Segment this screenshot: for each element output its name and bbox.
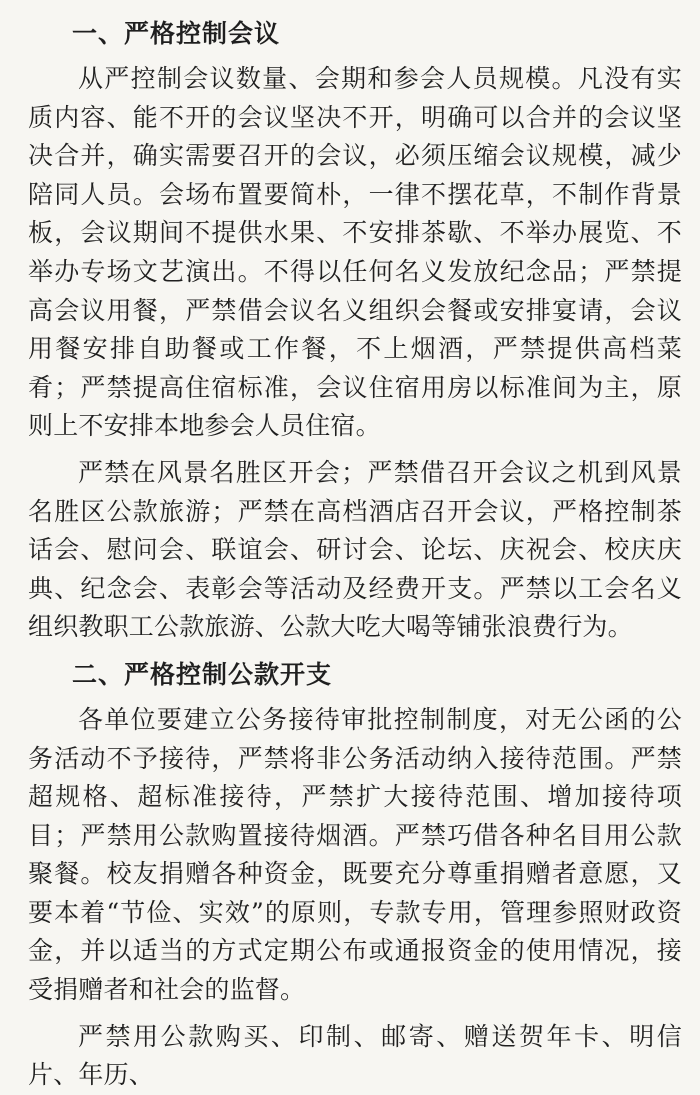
paragraph: 严禁用公款购买、印制、邮寄、赠送贺年卡、明信片、年历、 xyxy=(28,1021,682,1090)
section-heading: 一、严格控制会议 xyxy=(72,19,281,48)
paragraph: 严禁在风景名胜区开会；严禁借召开会议之机到风景名胜区公款旅游；严禁在高档酒店召开会议，严格控制茶话会、慰问会、联谊会、研讨会、论坛、庆祝会、校庆庆典、纪念会、表彰会等活动及经费开支。严禁以工会名义组织教职工公款旅游、公款大吃大喝等铺张浪费行为。 xyxy=(28,457,682,642)
section-heading: 二、严格控制公款开支 xyxy=(72,659,333,689)
paragraph: 从严控制会议数量、会期和参会人员规模。凡没有实质内容、能不开的会议坚决不开，明确可以合并的会议坚决合并，确实需要召开的会议，必须压缩会议规模，减少陪同人员。会场布置要简朴，一律不摆花草，不制作背景板，会议期间不提供水果、不安排茶歇、不举办展览、不举办专场文艺演出。不得以任何名义发放纪念品；严禁提高会议用餐，严禁借会议名义组织会餐或安排宴请，会议用餐安排自助餐或工作餐，不上烟酒，严禁提供高档菜肴；严禁提高住宿标准，会议住宿用房以标准间为主，原则上不安排本地参会人员住宿。 xyxy=(28,64,682,441)
paragraph: 各单位要建立公务接待审批控制制度，对无公函的公务活动不予接待，严禁将非公务活动纳入接待范围。严禁超规格、超标准接待，严禁扩大接待范围、增加接待项目；严禁用公款购置接待烟酒。严禁巧借各种名目用公款聚餐。校友捐赠各种资金，既要充分尊重捐赠者意愿，又要本着“节俭、实效”的原则，专款专用，管理参照财政资金，并以适当的方式定期公布或通报资金的使用情况，接受捐赠者和社会的监督。 xyxy=(28,704,682,1005)
section-public-spending xyxy=(28,655,682,1095)
section-meetings xyxy=(28,14,682,647)
